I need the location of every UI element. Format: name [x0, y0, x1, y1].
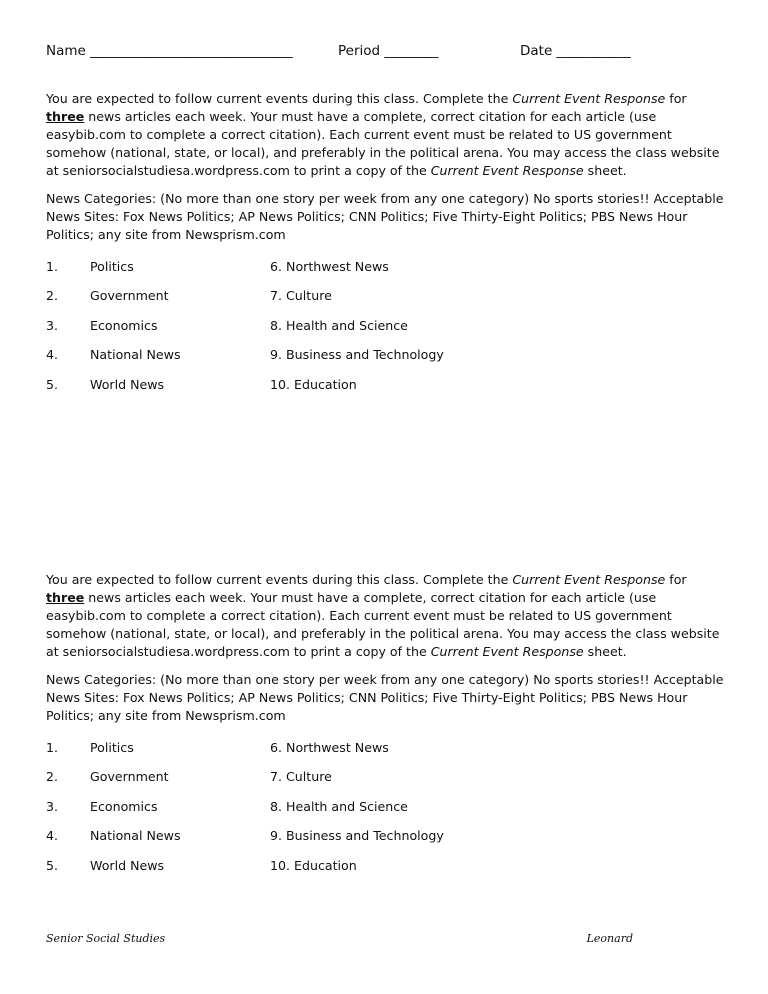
section-top — [46, 90, 726, 406]
list-item: 3. Economics 8. Health and Science — [46, 317, 408, 333]
footer-course: Senior Social Studies — [46, 932, 166, 945]
list-item: 5. World News 10. Education — [46, 376, 357, 392]
instructions-paragraph: You are expected to follow current events during this class. Complete the Current Event Response for three news articles each week. Your must have a complete, correct citation for each article (use easybib.com to complete a correct citation). Each current event must be related to US government somehow (national, state, or local), and preferably in the political arena. You may access the class website at seniorsocialstudiesa.wordpress.com to print a copy of the Current Event Response sheet. — [46, 572, 720, 659]
list-item: 2. Government 7. Culture — [46, 769, 332, 785]
date-field: Date ___________ — [520, 43, 631, 59]
category-list — [46, 259, 726, 406]
list-item: 3. Economics 8. Health and Science — [46, 798, 408, 814]
section-bottom — [46, 571, 726, 887]
list-item: 4. National News 9. Business and Technology — [46, 828, 444, 844]
instructions-paragraph: You are expected to follow current events during this class. Complete the Current Event Response for three news articles each week. Your must have a complete, correct citation for each article (use easybib.com to complete a correct citation). Each current event must be related to US government somehow (national, state, or local), and preferably in the political arena. You may access the class website at seniorsocialstudiesa.wordpress.com to print a copy of the Current Event Response sheet. — [46, 91, 720, 178]
news-categories-paragraph: News Categories: (No more than one story per week from any one category) No sports stories!! Acceptable News Sites: Fox News Politics; AP News Politics; CNN Politics; Five Thirty-Eight Politics; PBS News Hour Politics; any site from Newsprism.com — [46, 191, 724, 242]
name-field: Name ______________________________ — [46, 43, 293, 59]
period-field: Period ________ — [338, 43, 439, 59]
list-item: 2. Government 7. Culture — [46, 288, 332, 304]
list-item: 1. Politics 6. Northwest News — [46, 740, 389, 755]
list-item: 4. National News 9. Business and Technology — [46, 347, 444, 363]
news-categories-paragraph: News Categories: (No more than one story per week from any one category) No sports stories!! Acceptable News Sites: Fox News Politics; AP News Politics; CNN Politics; Five Thirty-Eight Politics; PBS News Hour Politics; any site from Newsprism.com — [46, 672, 724, 723]
list-item: 5. World News 10. Education — [46, 857, 357, 873]
list-item: 1. Politics 6. Northwest News — [46, 259, 389, 274]
header-fields — [46, 43, 728, 63]
footer-teacher: Leonard — [586, 932, 633, 945]
category-list — [46, 740, 726, 887]
